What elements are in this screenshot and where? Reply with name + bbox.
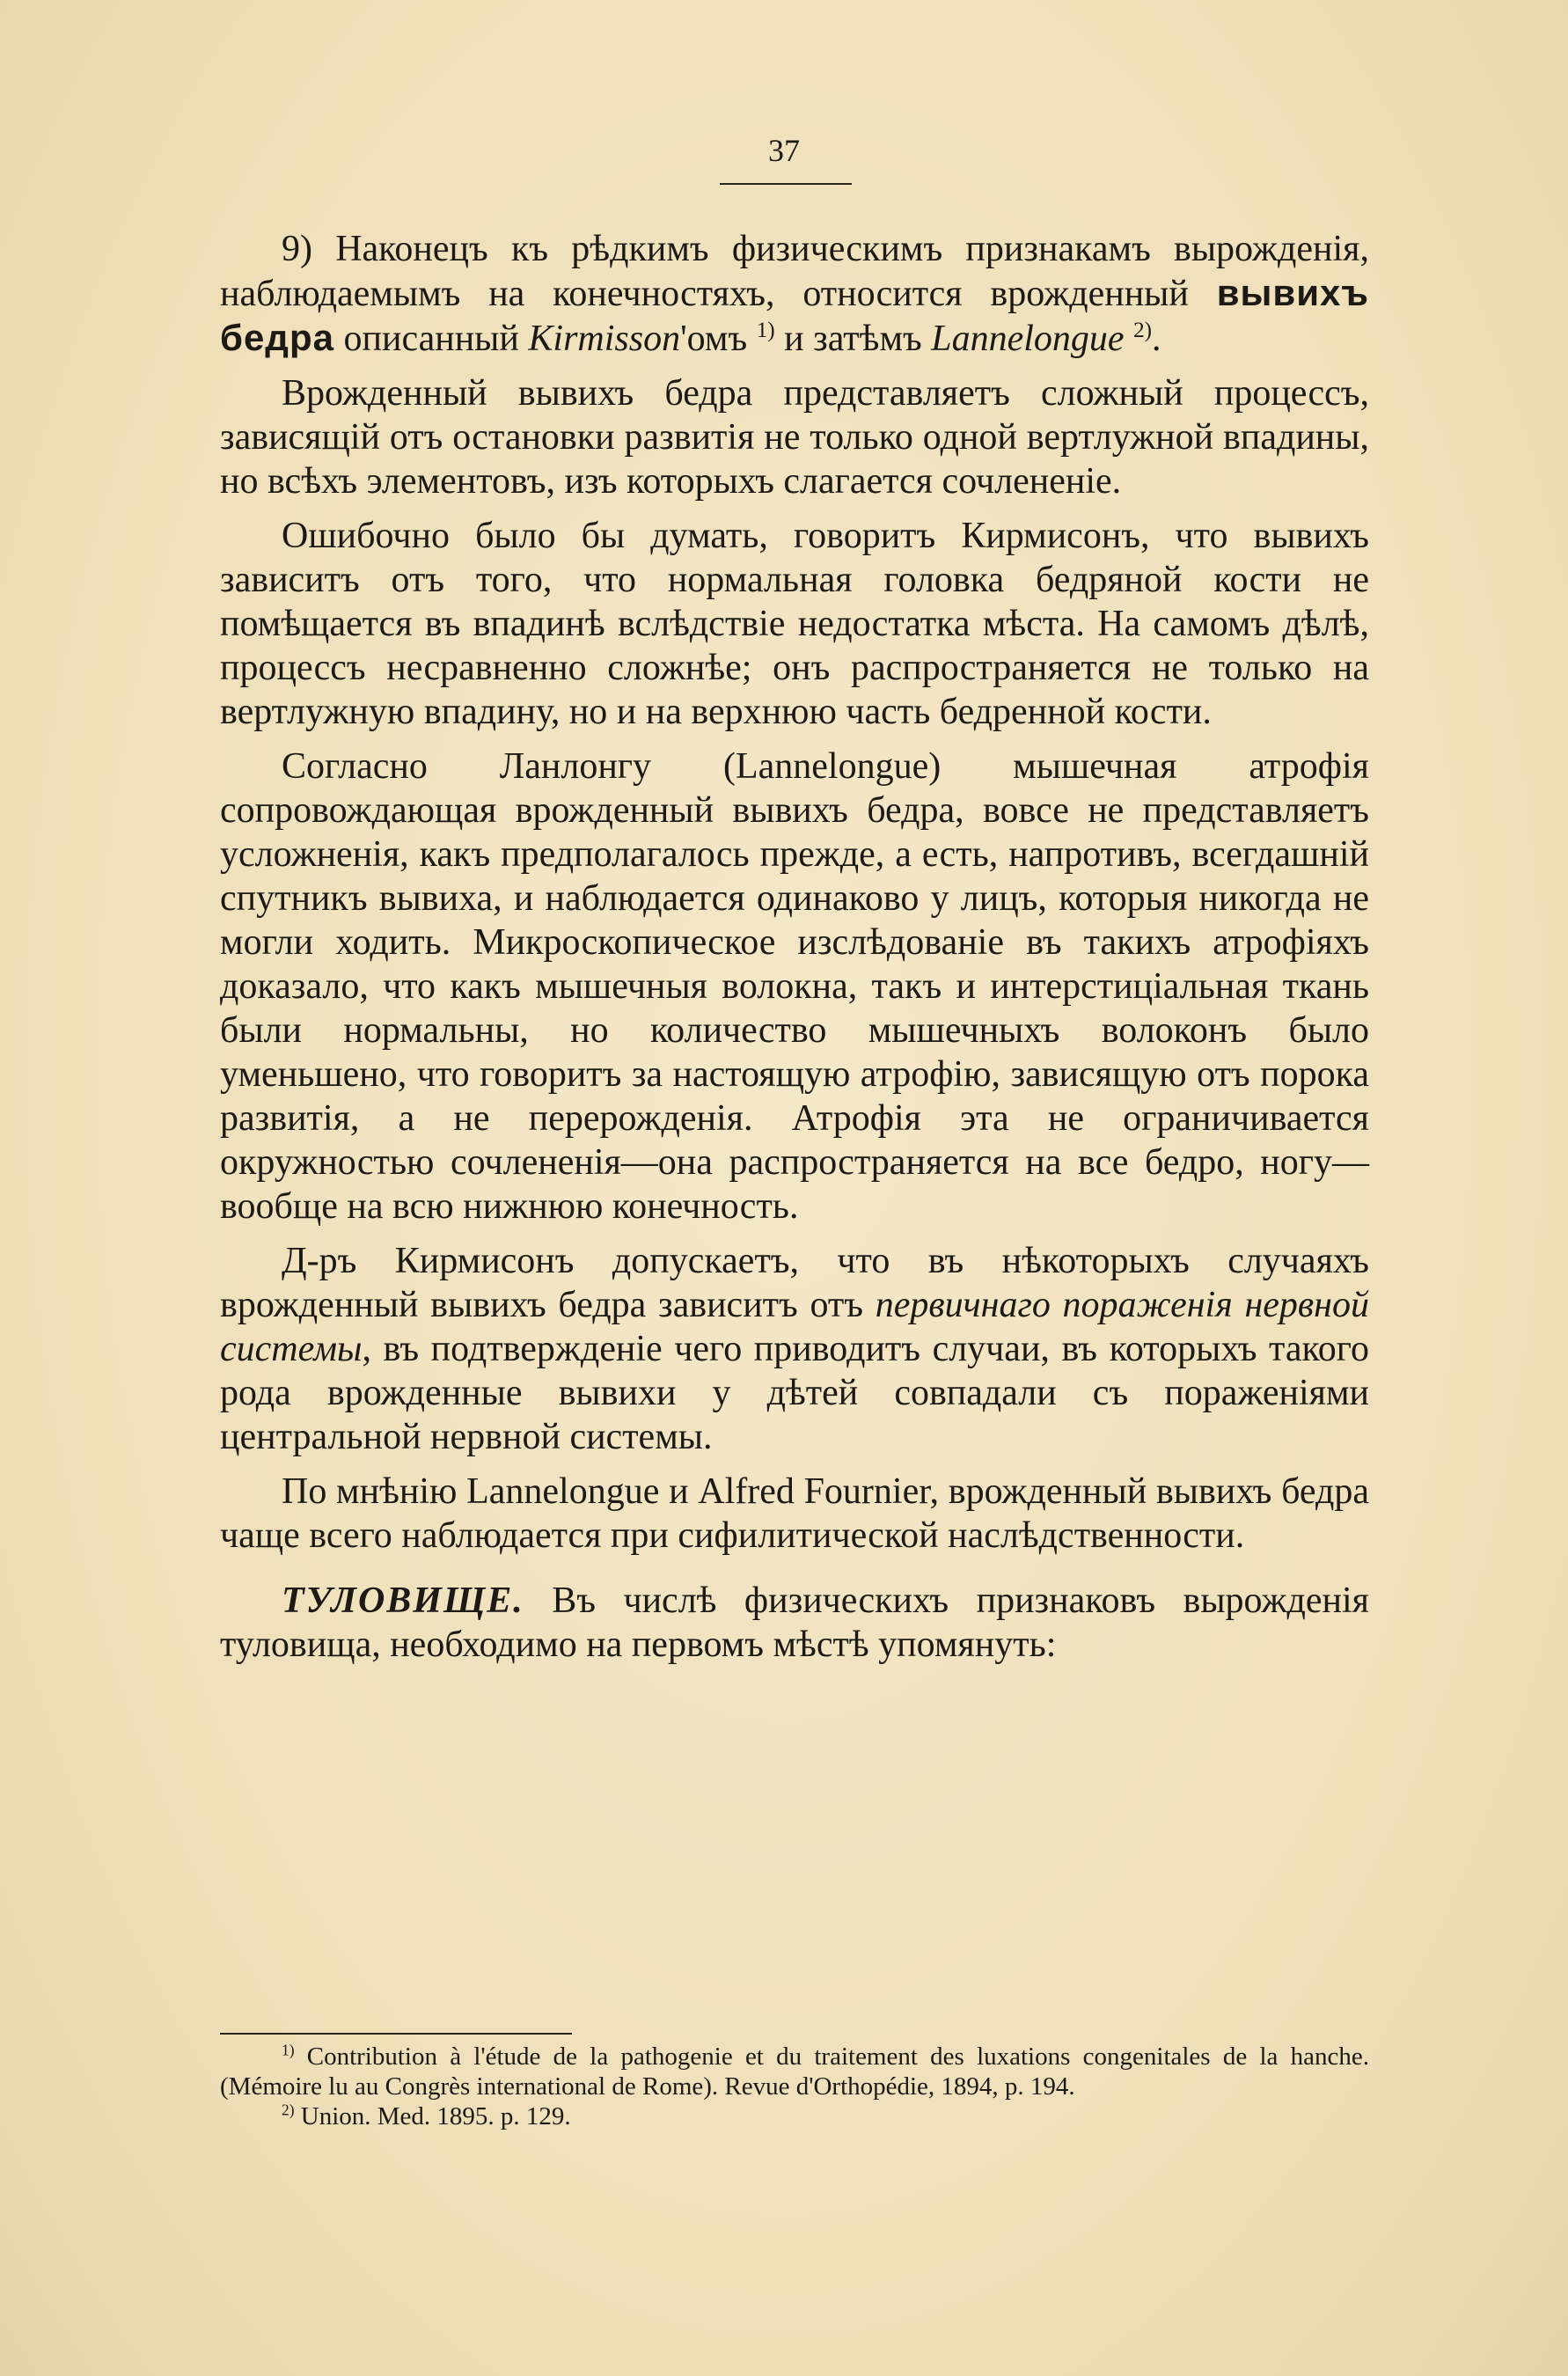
footnote-rule <box>220 2033 572 2035</box>
paragraph-5: Д-ръ Кирмисонъ допускаетъ, что въ нѣкоторыхъ случаяхъ врожденный вывихъ бедра зависитъ отъ первичнаго пораженія нервной системы, въ подтвержденіе чего приводитъ случаи, въ которыхъ такого рода врожденные вывихи у дѣтей совпадали съ пораженіями центральной нервной системы. <box>220 1241 1369 1457</box>
bold-term: вывихъ бедра <box>220 272 1369 358</box>
paragraph-2: Врожденный вывихъ бедра представляетъ сложный процессъ, зависящій отъ остановки развитія не только одной вертлужной впадины, но всѣхъ элементовъ, изъ которыхъ слагается сочлененіе. <box>220 373 1369 502</box>
paragraph-3: Ошибочно было бы думать, говоритъ Кирмисонъ, что вывихъ зависитъ отъ того, что нормальная головка бедряной кости не помѣщается въ впадинѣ вслѣдствіе недостатка мѣста. На самомъ дѣлѣ, процессъ несравненно сложнѣе; онъ распространяется не только на вертлужную впадину, но и на верхнюю часть бедренной кости. <box>220 516 1369 732</box>
paragraph-4: Согласно Ланлонгу (Lannelongue) мышечная атрофія сопровождающая врожденный вывихъ бедра, вовсе не представляетъ усложненія, какъ предполагалось прежде, а есть, напротивъ, всегдашній спутникъ вывиха, и наблюдается одинаково у лицъ, которыя никогда не могли ходить. Микроскопическое изслѣдованіе въ такихъ атрофіяхъ доказало, что какъ мышечныя волокна, такъ и интерстиціальная ткань были нормальны, но количество мышечныхъ волоконъ было уменьшено, что говоритъ за настоящую атрофію, зависящую отъ порока развитія, а не перерожденія. Атрофія эта не ограничивается окружностью сочлененія—она распространяется на все бедро, ногу—вообще на всю нижнюю конечность. <box>220 746 1369 1227</box>
body-text <box>220 227 1369 1667</box>
page-number: 37 <box>768 133 800 168</box>
footnote-1: $^{1)}$ Contribution à l'étude de la pathogenie et du traitement des luxations congenitales de la hanche. (Mémoire lu au Congrès international de Rome). Revue d'Orthopédie, 1894, p. 194. <box>220 2041 1369 2101</box>
paragraph-1: 9) Наконецъ къ рѣдкимъ физическимъ признакамъ вырожденія, наблюдаемымъ на конечностяхъ, относится врожденный вывихъ бедра описанный Kirmisson'омъ $^{1)}$ и затѣмъ Lannelongue $^{2)}$. <box>220 229 1369 359</box>
footnotes <box>220 2042 1369 2131</box>
italic-phrase: первичнаго пораженія нервной системы <box>220 1285 1369 1369</box>
paragraph-7: ТУЛОВИЩЕ. Въ числѣ физическихъ признаковъ вырожденія туловища, необходимо на первомъ мѣстѣ упомянуть: <box>220 1580 1369 1665</box>
footnote-2: $^{2)}$ Union. Med. 1895. p. 129. <box>282 2101 571 2130</box>
section-heading: ТУЛОВИЩЕ. <box>282 1580 524 1621</box>
author-lannelongue: Lannelongue <box>931 319 1125 359</box>
footnote-ref-1: 1) <box>756 319 775 342</box>
footnote-ref-2: 2) <box>1133 319 1153 342</box>
page-number-rule <box>720 183 852 185</box>
author-kirmisson: Kirmisson <box>528 319 681 359</box>
paragraph-6: По мнѣнію Lannelongue и Alfred Fournier, врожденный вывихъ бедра чаще всего наблюдается при сифилитической наслѣдственности. <box>220 1471 1369 1556</box>
